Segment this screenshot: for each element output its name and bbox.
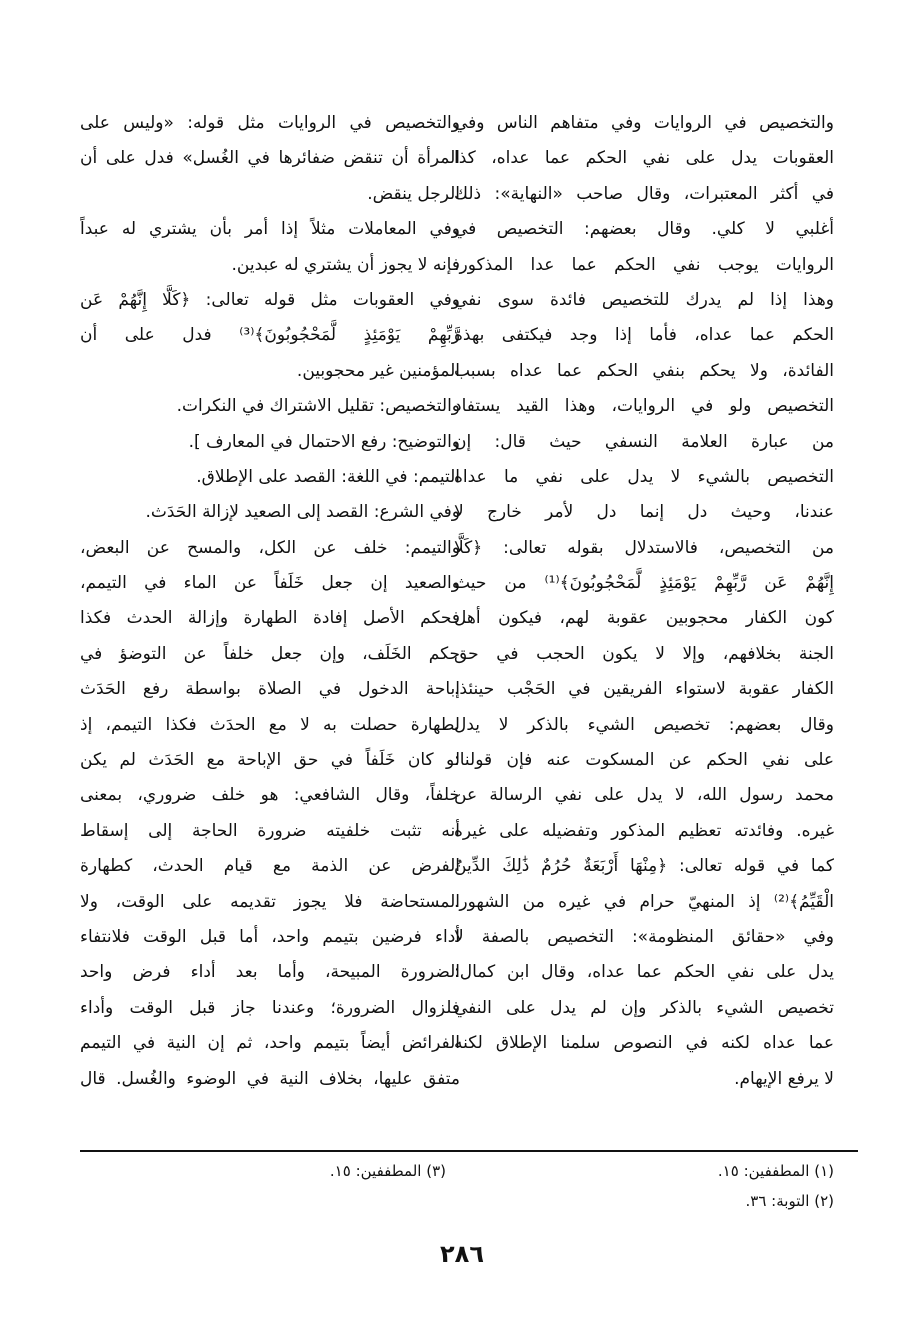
text-line: والتوضيح: رفع الاحتمال في المعارف ]. — [188, 431, 460, 452]
text-line: من التخصيص، فالاستدلال بقوله تعالى: ﴿كَلَّا — [454, 537, 834, 558]
text-line: إباحة الدخول في الصلاة بواسطة رفع الحَدَث — [80, 679, 460, 700]
text-line: المؤمنين غير محجوبين. — [296, 360, 460, 381]
text-line: أغلبي لا كلي. وقال بعضهم: التخصيص في — [454, 219, 834, 240]
text-line: رَّبِّهِمْ يَوْمَئِذٍ لَّمَحْجُوبُونَ﴾⁽³⁾ فدل على أن — [80, 325, 460, 346]
text-line: العقوبات يدل على نفي الحكم عما عداه، كذا — [454, 148, 834, 169]
text-line: الفرائض أيضاً بتيمم واحد، ثم إن النية في التيمم — [80, 1033, 460, 1054]
text-line: فلزوال الضرورة؛ وعندنا جاز قبل الوقت وأداء — [80, 997, 460, 1018]
text-line: عندنا، وحيث دل إنما دل لأمر خارج لا — [454, 502, 834, 523]
footnote-2: (٢) التوبة: ٣٦. — [745, 1192, 834, 1210]
text-line: محمد رسول الله، لا يدل على نفي الرسالة عن — [454, 785, 834, 806]
text-line: غيره. وفائدته تعظيم المذكور وتفضيله على غيره — [454, 820, 834, 841]
text-line: الكفار عقوبة لاستواء الفريقين في الحَجْب حينئذ. — [454, 679, 834, 700]
text-line: وهذا إذا لم يدرك للتخصيص فائدة سوى نفي — [454, 289, 834, 310]
text-line: الفرض عن الذمة مع قيام الحدث، كطهارة — [80, 856, 460, 877]
text-line: فإنه لا يجوز أن يشتري له عبدين. — [231, 254, 460, 275]
text-line: من عبارة العلامة النسفي حيث قال: إن — [454, 431, 834, 452]
text-line: عما عداه لكنه في النصوص سلمنا الإطلاق لكنه — [454, 1033, 834, 1054]
text-line: أنه تثبت خلفيته ضرورة الحاجة إلى إسقاط — [80, 820, 460, 841]
text-line: وفي المعاملات مثلاً إذا أمر بأن يشتري له عبداً — [80, 219, 460, 240]
text-line: حكم الخَلَف، وإن جعل خلفاً عن التوضؤ في — [80, 643, 460, 664]
text-line: خلفاً، وقال الشافعي: هو خلف ضروري، بمعنى — [80, 785, 460, 806]
text-line: الجنة بخلافهم، وإلا لا يكون الحجب في حق — [454, 643, 834, 664]
text-line: وقال بعضهم: تخصيص الشيء بالذكر لا يدل — [454, 714, 834, 735]
text-line: على نفي الحكم عن المسكوت عنه فإن قولنا: — [454, 750, 834, 771]
text-column-right — [454, 106, 834, 1097]
text-line: أداء فرضين بتيمم واحد، أما قبل الوقت فلانتفاء — [80, 926, 460, 947]
text-line: والتخصيص في الروايات مثل قوله: «وليس على — [80, 113, 460, 133]
text-line: التخصيص بالشيء لا يدل على نفي ما عداه — [454, 466, 834, 487]
text-line: والصعيد إن جعل خَلَفاً عن الماء في التيمم، — [80, 573, 460, 594]
text-line: في أكثر المعتبرات، وقال صاحب «النهاية»: ذلك — [454, 183, 834, 204]
text-line: إِنَّهُمْ عَن رَّبِّهِمْ يَوْمَئِذٍ لَّمَحْجُوبُونَ﴾⁽¹⁾ من حيث — [454, 573, 834, 594]
text-line: التيمم: في اللغة: القصد على الإطلاق. — [196, 466, 460, 487]
text-line: الضرورة المبيحة، وأما بعد أداء فرض واحد — [80, 962, 460, 983]
text-line: الحكم عما عداه، فأما إذا وجد فيكتفى بهذه — [454, 325, 834, 346]
text-line: والتيمم: خلف عن الكل، والمسح عن البعض، — [80, 537, 460, 558]
page-number: ٢٨٦ — [440, 1240, 484, 1268]
text-line: كون الكفار محجوبين عقوبة لهم، فيكون أهل — [454, 608, 834, 629]
text-line: يدل على نفي الحكم عما عداه، وقال ابن كمال: — [454, 962, 834, 983]
text-line: فحكم الأصل إفادة الطهارة وإزالة الحدث فكذا — [80, 608, 460, 629]
text-line: الروايات يوجب نفي الحكم عما عدا المذكور، — [454, 254, 834, 275]
text-line: الرجل ينقض. — [367, 183, 460, 204]
text-column-left — [80, 106, 460, 1097]
text-line: الْقَيِّمُ﴾⁽²⁾ إذ المنهيّ حرام في غيره من الشهور. — [454, 891, 834, 912]
text-line: لا يرفع الإيهام. — [734, 1068, 834, 1089]
text-line: كما في قوله تعالى: ﴿مِنْهَا أَرْبَعَةٌ حُرُمٌ ذَٰلِكَ الدِّينُ — [454, 856, 834, 877]
text-line: المستحاضة فلا يجوز تقديمه على الوقت، ولا — [80, 891, 460, 912]
text-line: متفق عليها، بخلاف النية في الوضوء والغُسل. قال — [80, 1068, 460, 1089]
footnote-divider — [80, 1150, 858, 1152]
text-line: والتخصيص: تقليل الاشتراك في النكرات. — [176, 396, 460, 417]
footnote-3: (٣) المطففين: ١٥. — [329, 1162, 446, 1180]
text-line: وفي العقوبات مثل قوله تعالى: ﴿كَلَّا إِنَّهُمْ عَن — [80, 289, 460, 310]
text-line: لطهارة حصلت به لا مع الحدَث فكذا التيمم، إذ — [80, 714, 460, 735]
text-line: المرأة أن تنقض ضفائرها في الغُسل» فدل على أن — [80, 148, 460, 169]
text-line: التخصيص ولو في الروايات، وهذا القيد يستفاد — [454, 396, 834, 417]
text-line: وفي الشرع: القصد إلى الصعيد لإزالة الحَدَث. — [145, 502, 460, 523]
text-line: والتخصيص في الروايات وفي متفاهم الناس وفي — [454, 113, 834, 133]
text-line: تخصيص الشيء بالذكر وإن لم يدل على النفي — [454, 997, 834, 1018]
text-line: وفي «حقائق المنظومة»: التخصيص بالصفة لا — [454, 926, 834, 947]
footnote-1: (١) المطففين: ١٥. — [717, 1162, 834, 1180]
text-line: لو كان خَلَفاً في حق الإباحة مع الحَدَث لم يكن — [80, 750, 460, 771]
text-line: الفائدة، ولا يحكم بنفي الحكم عما عداه بسبب — [454, 360, 834, 381]
